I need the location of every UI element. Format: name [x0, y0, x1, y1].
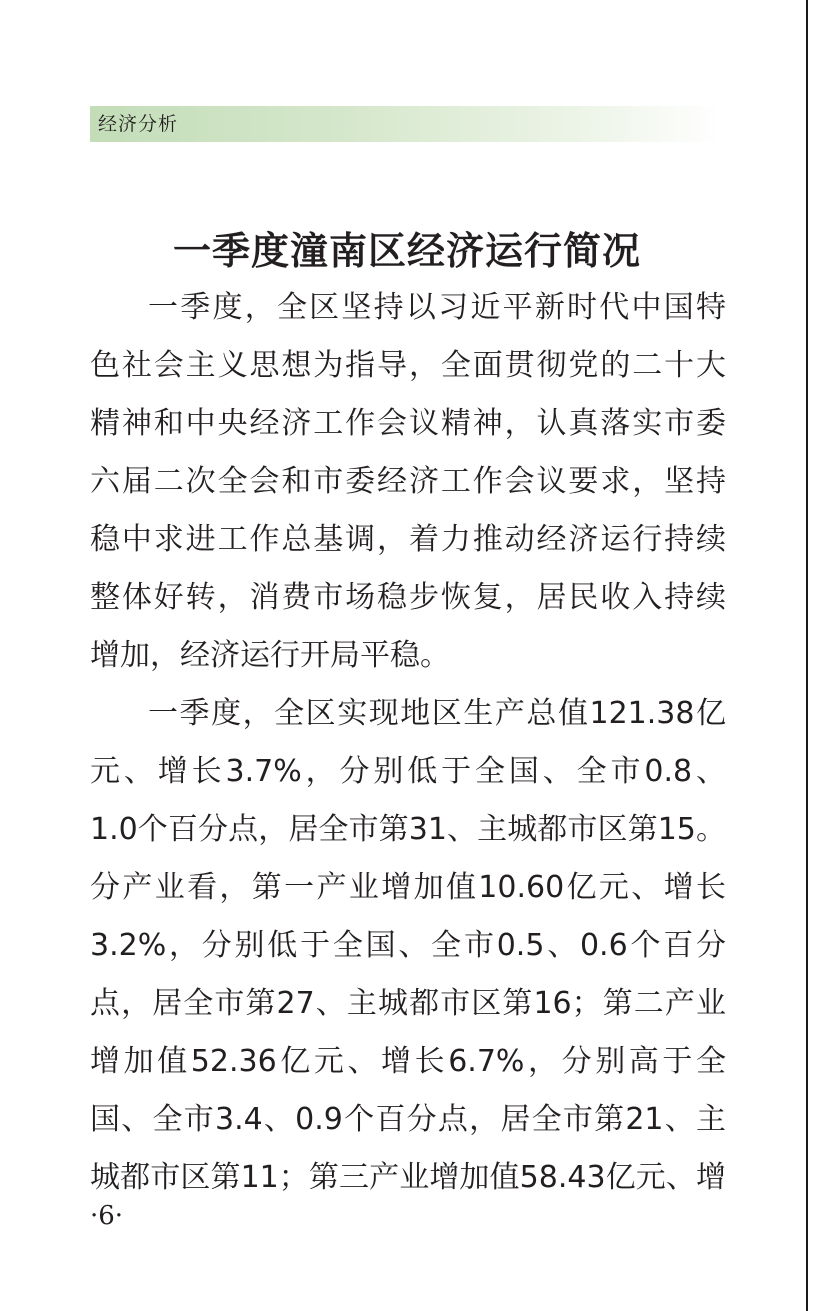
paragraph-line: 城都市区第11；第三产业增加值58.43亿元、增 — [90, 1160, 726, 1195]
paragraph-line: 点，居全市第27、主城都市区第16；第二产业 — [90, 986, 726, 1021]
paragraph-line: 一季度，全区坚持以习近平新时代中国特 — [148, 290, 726, 325]
paragraph-line: 精神和中央经济工作会议精神，认真落实市委 — [90, 406, 726, 441]
section-header-band — [90, 106, 720, 142]
paragraph-line: 国、全市3.4、0.9个百分点，居全市第21、主 — [90, 1102, 726, 1137]
paragraph-line: 色社会主义思想为指导，全面贯彻党的二十大 — [90, 348, 726, 383]
paragraph-line: 增加值52.36亿元、增长6.7%，分别高于全 — [90, 1044, 726, 1079]
page-number: ·6· — [90, 1201, 124, 1231]
paragraph-line: 3.2%，分别低于全国、全市0.5、0.6个百分 — [90, 928, 726, 963]
section-label: 经济分析 — [98, 113, 179, 135]
paragraph-line: 元、增长3.7%，分别低于全国、全市0.8、 — [90, 754, 726, 789]
paragraph-line: 1.0个百分点，居全市第31、主城都市区第15。 — [90, 812, 726, 847]
paragraph-line: 增加，经济运行开局平稳。 — [90, 638, 450, 673]
paragraph-line: 稳中求进工作总基调，着力推动经济运行持续 — [90, 522, 726, 557]
paragraph-line: 六届二次全会和市委经济工作会议要求，坚持 — [90, 464, 726, 499]
paragraph-line: 整体好转，消费市场稳步恢复，居民收入持续 — [90, 580, 726, 615]
paragraph-line: 一季度，全区实现地区生产总值121.38亿 — [148, 696, 726, 731]
paragraph-line: 分产业看，第一产业增加值10.60亿元、增长 — [90, 870, 726, 905]
page-edge-line — [806, 0, 808, 1311]
article-body — [90, 279, 726, 1207]
article-title: 一季度潼南区经济运行简况 — [172, 228, 641, 274]
